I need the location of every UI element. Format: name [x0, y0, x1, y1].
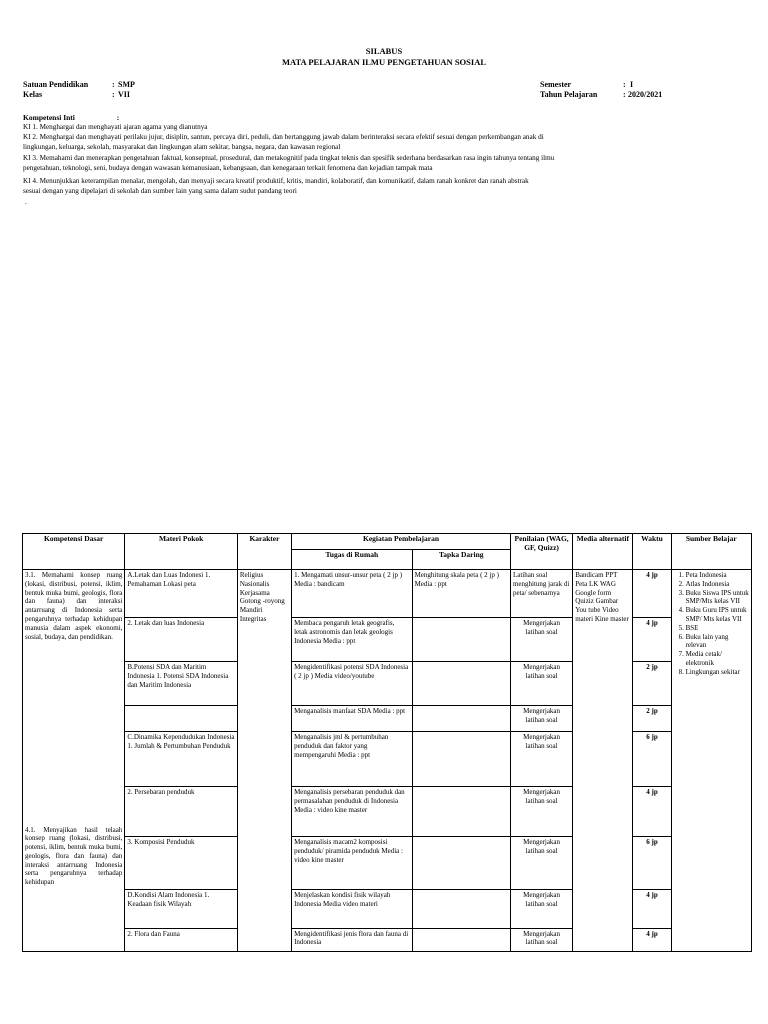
- source-item: 2. Atlas Indonesia: [686, 580, 749, 589]
- penilaian-cell: Latihan soal menghitung jarak di peta/ sebenarnya: [510, 570, 572, 618]
- tugas-cell: Mengidentifikasi potensi SDA Indonesia ( 2 jp ) Media video/youtube: [292, 662, 412, 706]
- materi-cell: [125, 928, 237, 951]
- kd-4-1: [23, 787, 125, 952]
- materi-cell: C.Dinamika Kependudukan Indonesia 1. Jumlah & Pertumbuhan Penduduk: [125, 732, 237, 787]
- waktu-cell: 4 jp: [633, 928, 671, 951]
- ki-heading: [23, 113, 119, 122]
- ki-heading-text: Kompetensi Inti: [23, 113, 75, 122]
- tahun-sep: :: [623, 90, 626, 99]
- source-item: 7. Media cetak/ elektronik: [686, 650, 749, 668]
- media-cell: Bandicam PPT Peta LK WAG Google form Quiziz Gambar You tube Video materi Kine master: [573, 570, 633, 952]
- satuan-sep: :: [112, 80, 115, 89]
- waktu-cell: 2 jp: [633, 662, 671, 706]
- tapka-cell: [412, 618, 510, 662]
- waktu-cell: 4 jp: [633, 787, 671, 837]
- document-subtitle: MATA PELAJARAN ILMU PENGETAHUAN SOSIAL: [281, 57, 487, 67]
- table-row: [23, 570, 752, 618]
- ki-2b: lingkungan, keluarga, sekolah, masyarakat dan lingkungan alam sekitar, bangsa, negara, dan kawasan regional: [23, 143, 341, 151]
- kelas-label: Kelas: [23, 90, 43, 99]
- source-item: 4. Buku Guru IPS untuk SMP/ Mts kelas VII: [686, 606, 749, 624]
- waktu-cell: 4 jp: [633, 570, 671, 618]
- sumber-cell: [671, 570, 751, 952]
- materi-cell: [125, 706, 237, 732]
- tapka-cell: Menghitung skala peta ( 2 jp ) Media : ppt: [412, 570, 510, 618]
- satuan-value: SMP: [118, 80, 135, 89]
- penilaian-text: Mengerjakan latihan soal: [523, 929, 561, 946]
- tugas-cell: [292, 928, 412, 951]
- table-row: [23, 928, 752, 951]
- header-sumber-belajar: Sumber Belajar: [671, 534, 751, 570]
- waktu-cell: 2 jp: [633, 706, 671, 732]
- ki-4b: sesuai dengan yang dipelajari di sekolah dan sumber lain yang sama dalam sudut pandang teori: [23, 187, 297, 195]
- materi-cell: 2. Letak dan luas Indonesia: [125, 618, 237, 662]
- penilaian-cell: Mengerjakan latihan soal: [510, 662, 572, 706]
- header-media: Media alternatif: [573, 534, 633, 570]
- header-karakter: Karakter: [237, 534, 291, 570]
- table-row: [23, 618, 752, 662]
- table-row: [23, 837, 752, 890]
- header-penilaian: Penilaian (WAG, GF, Quizz): [510, 534, 572, 570]
- table-row: [23, 662, 752, 706]
- tahun-value: 2020/2021: [628, 90, 663, 99]
- kd-3-1: 3.1. Memahami konsep ruang (lokasi, distribusi, potensi, iklim, bentuk muka bumi, geologis, flora dan fauna) dan interaksi antarruang di Indonesia serta pengaruhnya terhadap kehidupan manusia dalam aspek ekonomi, sosial, budaya, dan pendidikan.: [23, 570, 125, 787]
- tapka-cell: [412, 928, 510, 951]
- penilaian-cell: [510, 928, 572, 951]
- kd-4-1-text: 4.1. Menyajikan hasil telaah konsep ruang (lokasi, distribusi, potensi, iklim, bentuk muka bumi, geologis, flora dan fauna) dan interaksi antarruang Indonesia serta pengaruhnya terhadap kehidupan: [25, 825, 123, 887]
- tahun-label: Tahun Pelajaran: [540, 90, 598, 99]
- source-list: [674, 571, 749, 677]
- tugas-cell: Menjelaskan kondisi fisik wilayah Indonesia Media video materi: [292, 890, 412, 928]
- penilaian-cell: Mengerjakan latihan soal: [510, 618, 572, 662]
- semester-label: Semester: [540, 80, 572, 89]
- waktu-cell: 6 jp: [633, 837, 671, 890]
- ki-heading-sep: :: [116, 113, 120, 122]
- tapka-cell: [412, 732, 510, 787]
- source-item: 6. Buku lain yang relevan: [686, 633, 749, 651]
- materi-cell: D.Kondisi Alam Indonesia 1. Keadaan fisik Wilayah: [125, 890, 237, 928]
- penilaian-cell: Mengerjakan latihan soal: [510, 890, 572, 928]
- penilaian-cell: Mengerjakan latihan soal: [510, 787, 572, 837]
- tugas-cell: Menganalisis persebaran penduduk dan permasalahan penduduk di Indonesia Media : video kine master: [292, 787, 412, 837]
- source-item: 1. Peta Indonesia: [686, 571, 749, 580]
- satuan-label: Satuan Pendidikan: [23, 80, 89, 89]
- source-item: 8. Lingkungan sekitar: [686, 668, 749, 677]
- tugas-cell: Menganalisis jml & pertumbuhan penduduk dan faktor yang mempengaruhi Media : ppt: [292, 732, 412, 787]
- header-tugas-di-rumah: Tugas di Rumah: [292, 550, 412, 570]
- materi-cell: A.Letak dan Luas Indonesi 1. Pemahaman Lokasi peta: [125, 570, 237, 618]
- table-row: [23, 890, 752, 928]
- semester-value: I: [630, 80, 634, 89]
- ki-3b: pengetahuan, teknologi, seni, budaya dengan wawasan kemanusiaan, kebangsaan, dan kenegaraan terkait fenomena dan kejadian tampak mata: [23, 164, 433, 172]
- header-tapka-daring: Tapka Daring: [412, 550, 510, 570]
- source-item: 3. Buku Siswa IPS untuk SMP/Mts kelas VII: [686, 589, 749, 607]
- header-waktu: Waktu: [633, 534, 671, 570]
- penilaian-cell: Mengerjakan latihan soal: [510, 732, 572, 787]
- tapka-cell: [412, 837, 510, 890]
- materi-cell: 2. Persebaran penduduk: [125, 787, 237, 837]
- ki-1: KI 1. Menghargai dan menghayati ajaran agama yang dianutnya: [23, 123, 208, 131]
- syllabus-table: [22, 533, 752, 952]
- ki-4a: KI 4. Menunjukkan keterampilan menalar, mengolah, dan menyaji secara kreatif produktif, kritis, mandiri, kolaboratif, dan komunikatif, dalam ranah konkret dan ranah abstrak: [23, 177, 529, 185]
- tapka-cell: [412, 706, 510, 732]
- table-row: [23, 787, 752, 837]
- karakter-cell: Religius Nasionalis Kerjasama Gotong -royong Mandiri Integritas: [237, 570, 291, 952]
- header-kompetensi-dasar: Kompetensi Dasar: [23, 534, 125, 570]
- tapka-cell: [412, 890, 510, 928]
- semester-sep: :: [623, 80, 626, 89]
- waktu-cell: 4 jp: [633, 890, 671, 928]
- source-item: 5. BSE: [686, 624, 749, 633]
- tugas-cell: Menganalisis manfaat SDA Media : ppt: [292, 706, 412, 732]
- tapka-cell: [412, 662, 510, 706]
- tugas-cell: 1. Mengamati unsur-unsur peta ( 2 jp ) Media : bandicam: [292, 570, 412, 618]
- kelas-sep: :: [112, 90, 115, 99]
- penilaian-cell: Mengerjakan latihan soal: [510, 837, 572, 890]
- ki-2a: KI 2. Menghargai dan menghayati perilaku jujur, disiplin, santun, percaya diri, peduli, dan bertanggung jawab dalam berinteraksi secara efektif sesuai dengan perkembangan anak di: [23, 133, 544, 141]
- header-materi-pokok: Materi Pokok: [125, 534, 237, 570]
- tugas-cell: Menganalisis macam2 komposisi penduduk/ piramida penduduk Media : video kine master: [292, 837, 412, 890]
- tapka-cell: [412, 787, 510, 837]
- table-row: [23, 732, 752, 787]
- materi-text: 2. Flora dan Fauna: [127, 929, 180, 938]
- penilaian-cell: Mengerjakan latihan soal: [510, 706, 572, 732]
- tugas-cell: Membaca pengaruh letak geografis, letak astronomis dan letak geologis Indonesia Media : ppt: [292, 618, 412, 662]
- materi-cell: B.Potensi SDA dan Maritim Indonesia 1. Potensi SDA Indonesia dan Maritim Indonesia: [125, 662, 237, 706]
- kelas-value: VII: [118, 90, 131, 99]
- ki-trail: .: [25, 198, 27, 206]
- document-title: SILABUS: [365, 46, 403, 56]
- header-kegiatan: Kegiatan Pembelajaran: [292, 534, 511, 550]
- waktu-cell: 4 jp: [633, 618, 671, 662]
- materi-cell: 3. Komposisi Penduduk: [125, 837, 237, 890]
- ki-3a: KI 3. Memahami dan menerapkan pengetahuan faktual, konseptual, prosedural, dan metakognitif pada tingkat teknis dan spesifik sederhana berdasarkan rasa ingin tahunya tentang ilmu: [23, 154, 555, 162]
- waktu-cell: 6 jp: [633, 732, 671, 787]
- tugas-text: Mengidentifikasi jenis flora dan fauna di Indonesia: [294, 929, 409, 946]
- table-row: [23, 706, 752, 732]
